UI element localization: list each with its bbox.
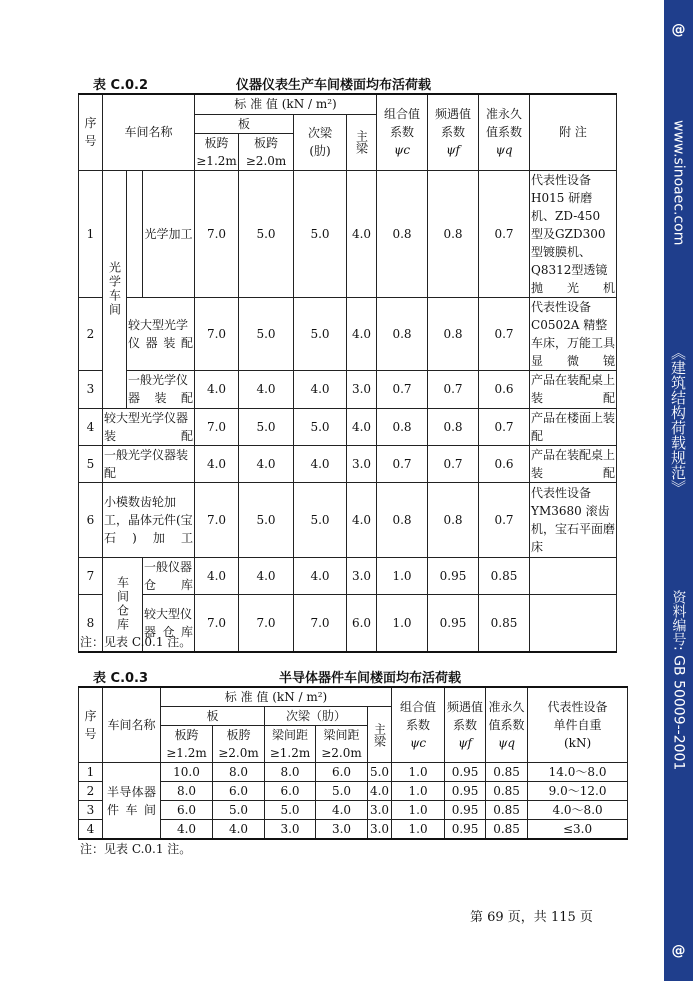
table-row: 8 较大型仪器仓库 7.0 7.0 7.0 6.0 1.0 0.95 0.85 <box>79 594 617 652</box>
t2-header-seq: 序号 <box>79 687 103 763</box>
t2-header-slab: 板 <box>161 707 265 726</box>
table-row: 1 光学车间 光学加工 7.0 5.0 5.0 4.0 0.8 0.8 0.7 代表性设备H015 研磨机、ZD-450 型及GZD300 型镀膜机、Q8312型透镜抛光机 <box>79 170 617 297</box>
t1-header-note: 附 注 <box>530 94 617 170</box>
t2-group: 半导体器件车间 <box>103 763 161 840</box>
page-number: 第 69 页，共 115 页 <box>470 910 593 925</box>
table-row: 6 小模数齿轮加工，晶体元件(宝石)加工 7.0 5.0 5.0 4.0 0.8 0.8 0.7 代表性设备YM3680 滚齿机，宝石平面磨床 <box>79 482 617 557</box>
t1-header-workshop: 车间名称 <box>103 94 195 170</box>
t1-header-combo: 组合值 系数 ψc <box>377 94 428 170</box>
t2-header-equip: 代表性设备 单件自重 (kN) <box>528 687 628 763</box>
t2-header-sec-beam: 次梁（肋） <box>265 707 368 726</box>
table2-title: 半导体器件车间楼面均布活荷载 <box>279 671 462 686</box>
table-row: 3 一般光学仪器装配 4.0 4.0 4.0 3.0 0.7 0.7 0.6 产品在装配桌上装配 <box>79 370 617 408</box>
t2-header-slab-b: 板胯 ≥2.0m <box>213 726 265 763</box>
t1-header-sec-beam: 次梁 (肋) <box>294 114 347 170</box>
table2-label: 表 C.0.3 <box>93 671 149 686</box>
t1-group-store: 车间仓库 <box>103 557 143 652</box>
t1-header-main-beam: 主梁 <box>347 114 377 170</box>
table-row: 2 8.0 6.0 6.0 5.0 4.0 1.0 0.95 0.85 9.0～12.0 <box>79 782 628 801</box>
t2-header-combo: 组合值 系数 ψc <box>392 687 445 763</box>
table-row: 5 一般光学仪器装配 4.0 4.0 4.0 3.0 0.7 0.7 0.6 产品在装配桌上装配 <box>79 445 617 482</box>
table-row: 4 4.0 4.0 3.0 3.0 3.0 1.0 0.95 0.85 ≤3.0 <box>79 820 628 840</box>
t2-header-quasi: 准永久 值系数 ψq <box>486 687 528 763</box>
right-sidebar <box>664 0 693 981</box>
t1-header-std: 标 准 值 (kN / m²) <box>195 94 377 114</box>
t2-header-beam-a: 梁间距 ≥1.2m <box>265 726 316 763</box>
t2-header-slab-a: 板跨 ≥1.2m <box>161 726 213 763</box>
sidebar-url: www.sinoaec.com <box>670 120 687 246</box>
sidebar-at-bottom: @ <box>671 943 686 959</box>
t1-header-seq: 序号 <box>79 94 103 170</box>
table2-footnote: 注：见表 C.0.1 注。 <box>80 842 192 856</box>
t2-header-std: 标 准 值 (kN / m²) <box>161 687 392 707</box>
table-row: 3 6.0 5.0 5.0 4.0 3.0 1.0 0.95 0.85 4.0～8.0 <box>79 801 628 820</box>
t1-header-freq: 频遇值 系数 ψf <box>428 94 479 170</box>
t1-header-slab-a: 板跨 ≥1.2m <box>195 133 239 170</box>
t2-header-beam-b: 梁间距 ≥2.0m <box>316 726 368 763</box>
table-row: 2 较大型光学仪器装配 7.0 5.0 5.0 4.0 0.8 0.8 0.7 代表性设备C0502A 精整车床，万能工具显微镜 <box>79 297 617 370</box>
t1-group-optical: 光学车间 <box>103 170 127 408</box>
t1-header-slab: 板 <box>195 114 294 133</box>
table2 <box>78 686 628 840</box>
t1-header-quasi: 准永久 值系数 ψq <box>479 94 530 170</box>
t1-header-slab-b: 板跨 ≥2.0m <box>239 133 294 170</box>
t2-header-main-beam: 主梁 <box>368 707 392 763</box>
t2-header-freq: 频遇值 系数 ψf <box>445 687 486 763</box>
table1 <box>78 93 617 653</box>
table1-footnote: 注：见表 C.0.1 注。 <box>80 635 192 649</box>
table1-title: 仪器仪表生产车间楼面均布活荷载 <box>236 78 432 93</box>
table-row: 4 较大型光学仪器装配 7.0 5.0 5.0 4.0 0.8 0.8 0.7 产品在楼面上装配 <box>79 408 617 445</box>
table1-label: 表 C.0.2 <box>93 78 149 93</box>
sidebar-book-title: 《建筑结构荷载规范》 <box>669 345 687 495</box>
table-row: 1 半导体器件车间 10.0 8.0 8.0 6.0 5.0 1.0 0.95 0.85 14.0～8.0 <box>79 763 628 782</box>
sidebar-doc-code: 资料编号: GB 50009--2001 <box>670 590 687 771</box>
table-row: 7 车间仓库 一般仪器仓库 4.0 4.0 4.0 3.0 1.0 0.95 0.85 <box>79 557 617 594</box>
t2-header-workshop: 车间名称 <box>103 687 161 763</box>
sidebar-at-top: @ <box>671 22 686 38</box>
